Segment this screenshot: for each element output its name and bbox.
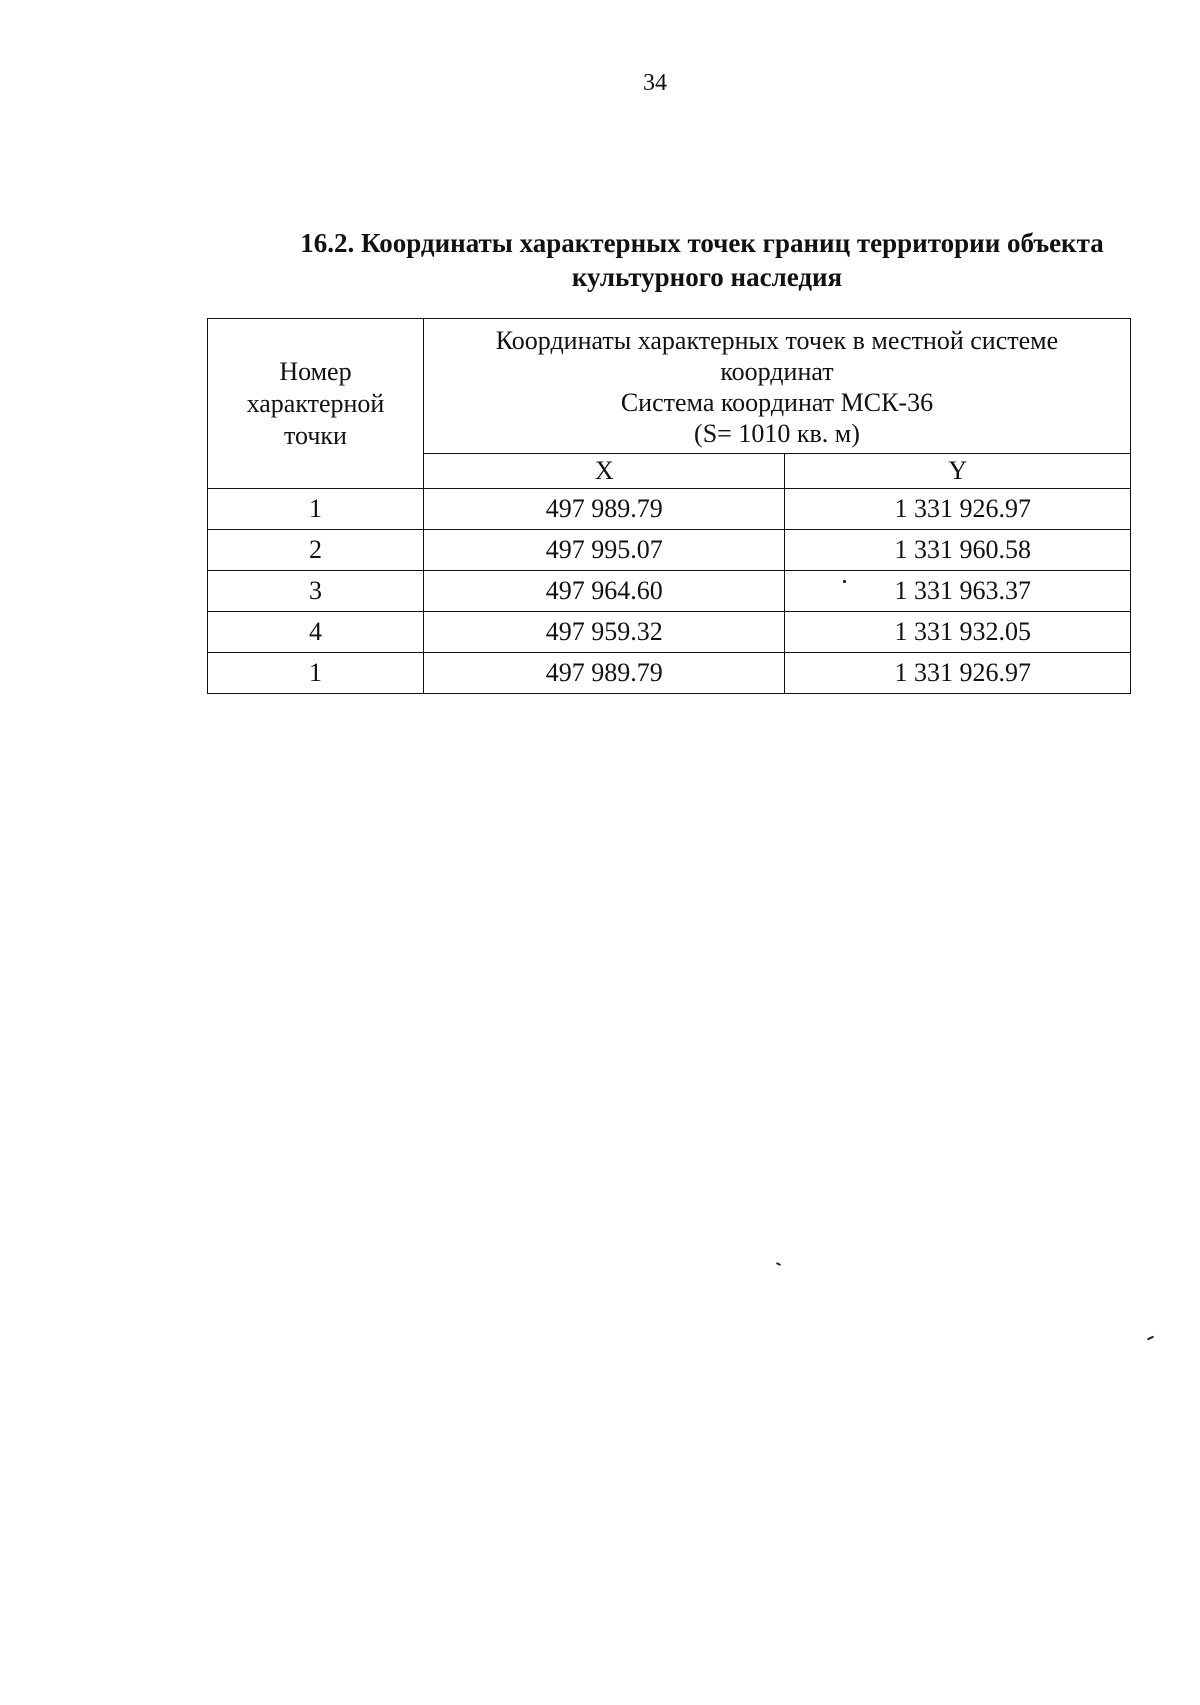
header-coordinates — [423, 319, 1130, 454]
scan-speck — [1147, 1336, 1154, 1341]
table-row — [208, 530, 1131, 571]
cell-x: 497 964.60 — [423, 571, 785, 612]
page-number: 34 — [643, 70, 667, 96]
cell-y: 1 331 960.58 — [785, 530, 1131, 571]
table-row — [208, 653, 1131, 694]
cell-x: 497 989.79 — [423, 489, 785, 530]
cell-point: 1 — [208, 653, 424, 694]
cell-y: 1 331 963.37 — [785, 571, 1131, 612]
header-coords-line-4: (S= 1010 кв. м) — [694, 419, 860, 448]
coordinates-table — [207, 318, 1131, 694]
table-header-row — [208, 319, 1131, 454]
header-y: Y — [785, 454, 1131, 489]
cell-y: 1 331 926.97 — [785, 653, 1131, 694]
header-point-line-2: характерной — [246, 388, 385, 418]
header-coords-line-3: Система координат МСК-36 — [620, 388, 934, 417]
scan-speck — [843, 580, 846, 583]
section-number: 16.2. — [300, 228, 355, 258]
cell-point: 1 — [208, 489, 424, 530]
header-coords-line-2: координат — [720, 357, 834, 386]
cell-point: 3 — [208, 571, 424, 612]
cell-y: 1 331 926.97 — [785, 489, 1131, 530]
header-point-line-1: Номер — [279, 356, 352, 386]
header-coords-line-1: Координаты характерных точек в местной системе — [495, 326, 1059, 355]
scan-speck — [776, 1262, 781, 1266]
table-row — [208, 571, 1131, 612]
cell-y: 1 331 932.05 — [785, 612, 1131, 653]
cell-point: 2 — [208, 530, 424, 571]
table-row — [208, 612, 1131, 653]
section-title-text-1: Координаты характерных точек границ территории объекта — [361, 228, 1104, 258]
header-point-number — [208, 319, 424, 489]
cell-x: 497 989.79 — [423, 653, 785, 694]
table-row — [208, 489, 1131, 530]
cell-point: 4 — [208, 612, 424, 653]
header-x: X — [423, 454, 785, 489]
header-point-line-3: точки — [283, 420, 347, 450]
section-title — [262, 226, 1142, 294]
cell-x: 497 959.32 — [423, 612, 785, 653]
section-title-line2: культурного наследия — [571, 262, 843, 292]
section-title-line1 — [262, 226, 1142, 260]
cell-x: 497 995.07 — [423, 530, 785, 571]
